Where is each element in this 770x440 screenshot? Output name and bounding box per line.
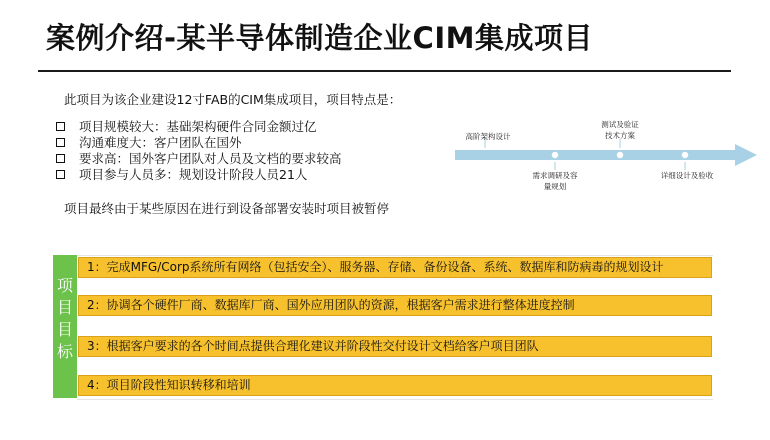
page-title: 案例介绍-某半导体制造企业CIM集成项目 [46,21,593,55]
square-bullet-icon [56,138,65,147]
goal-bar: 4：项目阶段性知识转移和培训 [78,375,712,396]
timeline-arrow [455,144,757,166]
square-bullet-icon [56,154,65,163]
title-divider [38,70,731,72]
goals-title: 项目目标 [56,276,73,361]
goal-bar: 2：协调各个硬件厂商、数据库厂商、国外应用团队的资源，根据客户需求进行整体进度控制 [78,295,712,316]
timeline-node [551,151,559,159]
goal-bar: 3：根据客户要求的各个时间点提供合理化建议并阶段性交付设计文档给客户项目团队 [78,336,712,357]
feature-item: 要求高：国外客户团队对人员及文档的要求较高 [56,150,342,166]
timeline-node [616,151,624,159]
square-bullet-icon [56,122,65,131]
timeline-stage-label: 详细设计及验收 [660,171,714,180]
feature-item: 项目参与人员多：规划设计阶段人员21人 [56,166,342,182]
feature-item: 项目规模较大：基础架构硬件合同金额过亿 [56,118,342,134]
feature-item: 沟通难度大：客户团队在国外 [56,134,342,150]
timeline-node [681,151,689,159]
goal-bar: 1：完成MFG/Corp系统所有网络（包括安全）、服务器、存储、备份设备、系统、数据库和防病毒的规划设计 [78,257,712,278]
timeline-stage-label: 需求调研及容量规划 [532,171,578,191]
project-conclusion: 项目最终由于某些原因在进行到设备部署安装时项目被暂停 [64,201,390,216]
project-intro: 此项目为该企业建设12寸FAB的CIM集成项目，项目特点是： [64,92,402,107]
timeline-stage-label: 高阶架构设计 [465,132,511,141]
square-bullet-icon [56,170,65,179]
feature-list [56,118,342,182]
timeline-stage-label: 测试及验证技术方案 [601,120,639,140]
